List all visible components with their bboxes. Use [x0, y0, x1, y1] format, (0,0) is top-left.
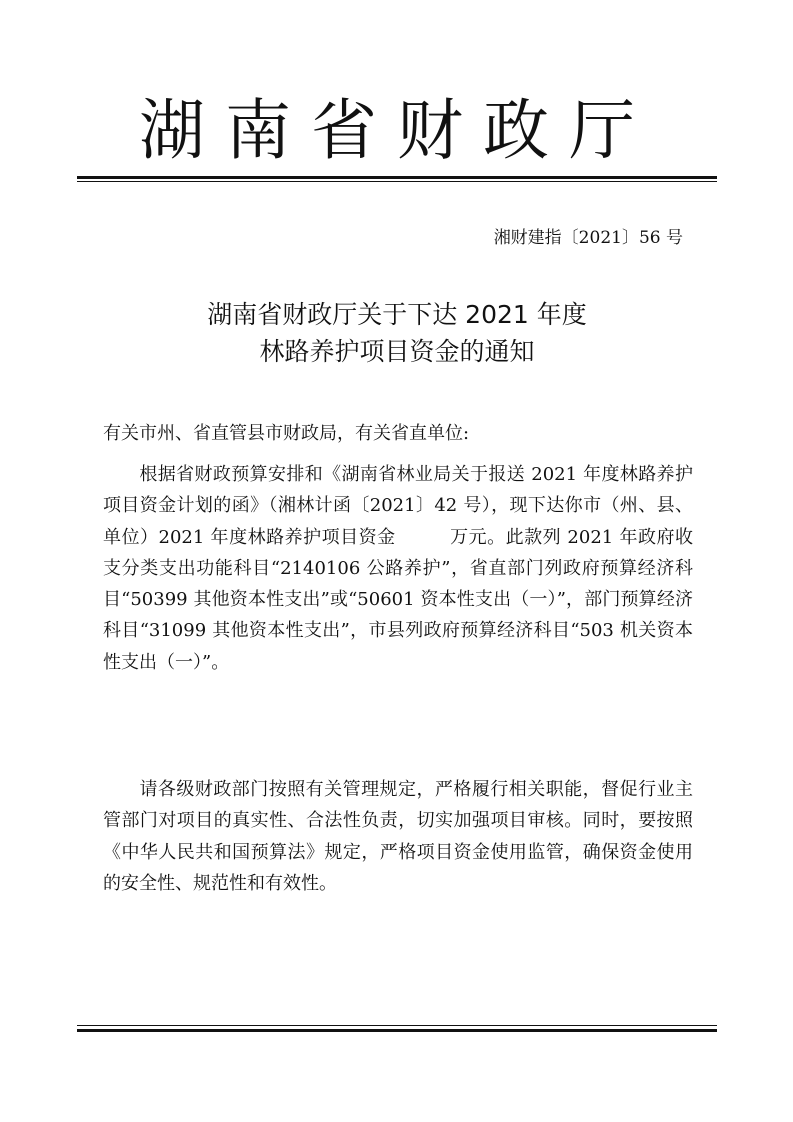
paragraph-management-text: 请各级财政部门按照有关管理规定，严格履行相关职能，督促行业主管部门对项目的真实性、合法性负责，切实加强项目审核。同时，要按照《中华人民共和国预算法》规定，严格项目资金使用监管，确保资金使用的安全性、规范性和有效性。 [103, 779, 693, 894]
document-masthead: 湖南省财政厅 [139, 92, 655, 169]
blank-amount-space [396, 527, 450, 545]
document-number: 湘财建指〔2021〕56 号 [493, 228, 683, 248]
document-title-line-1: 湖南省财政厅关于下达 2021 年度 [207, 300, 587, 329]
document-addressee: 有关市州、省直管县市财政局，有关省直单位: [103, 423, 470, 444]
masthead-thick-rule [77, 176, 717, 179]
document-title [77, 296, 717, 370]
masthead-thin-rule [77, 181, 717, 182]
document-title-line-2: 林路养护项目资金的通知 [259, 337, 535, 366]
paragraph-indent [103, 464, 139, 485]
body-paragraph-management [103, 774, 693, 924]
paragraph-funding-text-part-2: 万元。此款列 2021 年政府收支分类支出功能科目“2140106 公路养护”，省直部门列政府预算经济科目“50399 其他资本性支出”或“50601 资本性支出（一）”，部门预算经济科目“31099 其他资本性支出”，市县列政府预算经济科目“503 机关资本性支出（一）”。 [103, 526, 693, 673]
body-paragraph-funding [103, 459, 693, 749]
paragraph-indent [103, 779, 139, 800]
paragraph-funding-text-part-1: 根据省财政预算安排和《湖南省林业局关于报送 2021 年度林路养护项目资金计划的函》（湘林计函〔2021〕42 号），现下达你市（州、县、单位）2021 年度林路养护项目资金 [103, 464, 693, 548]
footer-thick-rule [77, 1029, 717, 1032]
footer-thin-rule [77, 1025, 717, 1026]
